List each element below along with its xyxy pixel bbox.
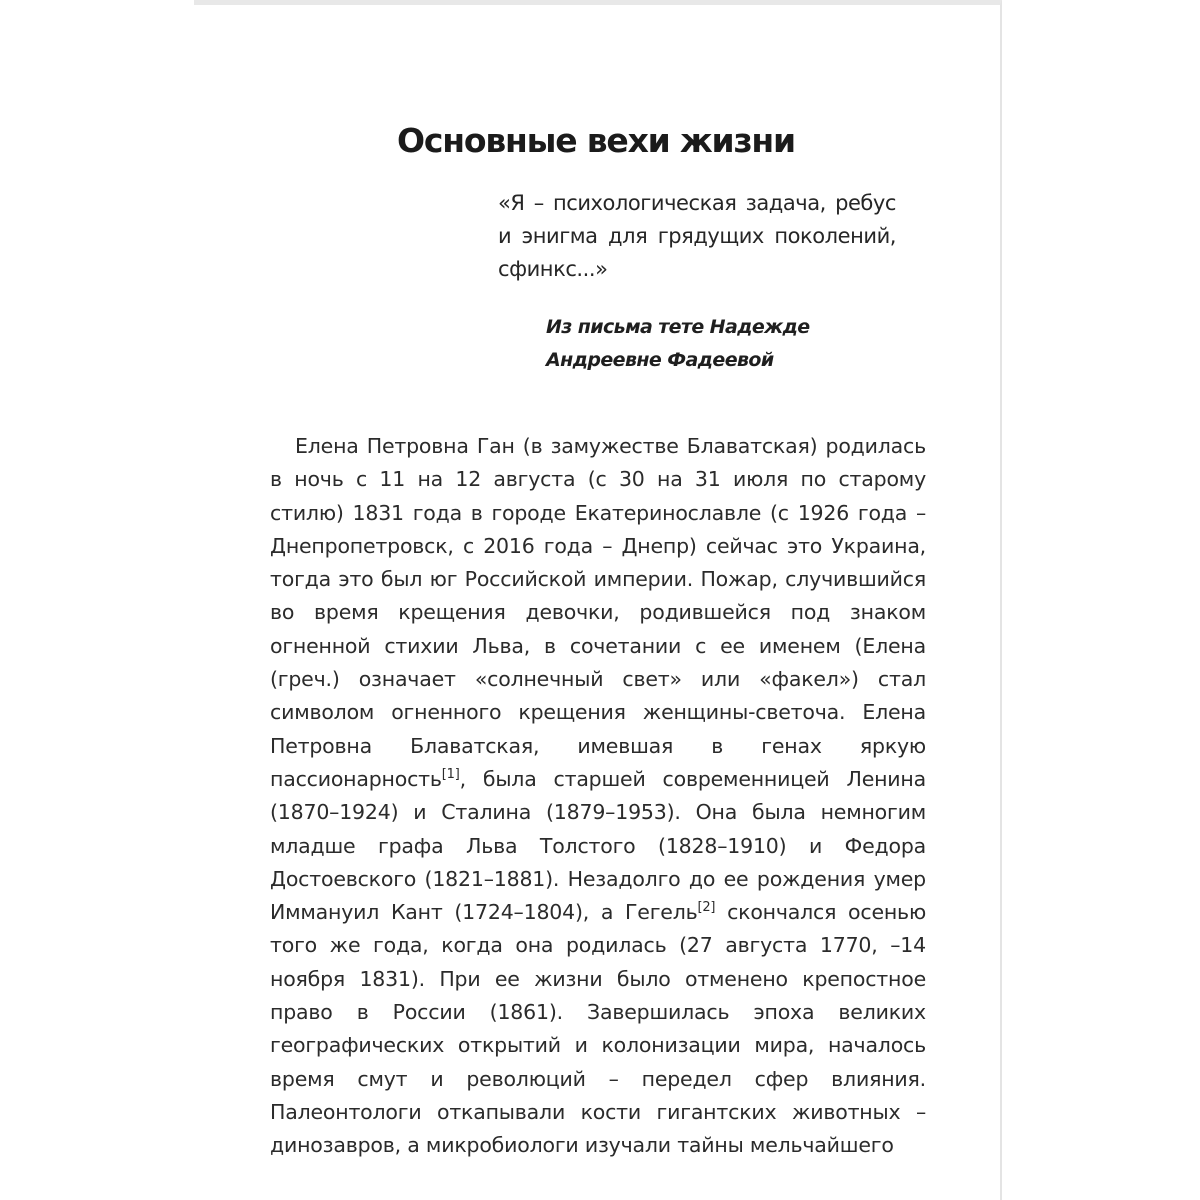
body-text-segment: Елена Петровна Ган (в замужестве Блаватская) родилась в ночь с 11 на 12 августа (с 30 на 31 июля по старому стилю) 1831 года в городе Екатеринославле (с 1926 года – Днепропетровск, с 2016 года – Днепр) сейчас это Украина, тогда это был юг Российской империи. Пожар, случившийся во время крещения девочки, родившейся под знаком огненной стихии Льва, в сочетании с ее именем (Елена (греч.) означает «солнечный свет» или «факел») стал символом огненного крещения женщины-светоча. Елена Петровна Блаватская, имевшая в генах яркую пассионарность	[270, 434, 926, 791]
epigraph-attribution	[546, 311, 966, 377]
body-text-segment: скончался осенью того же года, когда она родилась (27 августа 1770, –14 ноября 1831). При ее жизни было отменено крепостное право в России (1861). Завершилась эпоха великих географических открытий и колонизации мира, началось время смут и революций – передел сфер влияния. Палеонтологи откапывали кости гигантских животных – динозавров, а микробиологи изучали тайны мельчайшего	[270, 900, 926, 1158]
body-text-segment: , была старшей современницей Ленина (1870–1924) и Сталина (1879–1953). Она была немногим младше графа Льва Толстого (1828–1910) и Федора Достоевского (1821–1881). Незадолго до ее рождения умер Иммануил Кант (1724–1804), а Гегель	[270, 766, 926, 925]
chapter-title: Основные вехи жизни	[397, 121, 795, 160]
attribution-line: Из письма тете Надежде	[546, 316, 810, 338]
footnote-ref-2[interactable]: [2]	[697, 900, 716, 916]
attribution-line: Андреевне Фадеевой	[546, 349, 774, 371]
body-paragraph	[270, 430, 926, 1163]
footnote-ref-1[interactable]: [1]	[441, 767, 460, 783]
epigraph-quote: «Я – психологическая задача, ребус и энигма для грядущих поколений, сфинкс...»	[498, 191, 896, 281]
book-page	[194, 0, 1002, 1200]
